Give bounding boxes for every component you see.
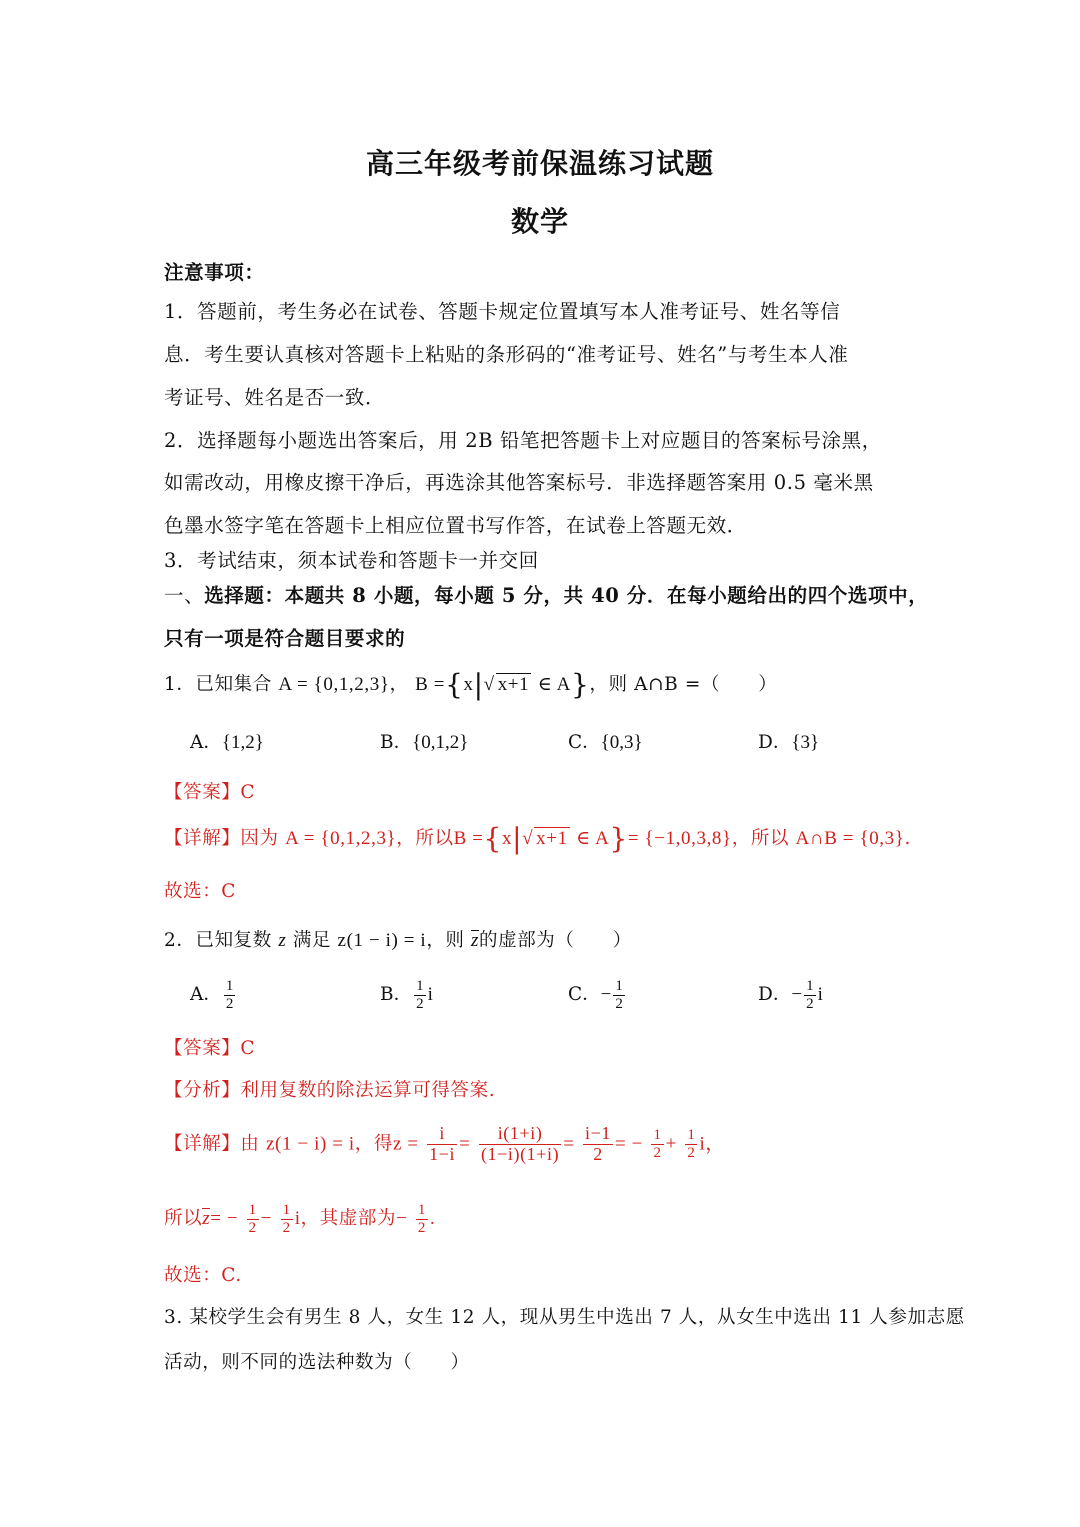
q2-line2-minus: − — [260, 1208, 273, 1229]
q1-detail-text-3: ，所以 — [731, 828, 790, 849]
section-prefix: 一、 — [164, 584, 205, 607]
notice-item-2-line-2: 如需改动，用橡皮擦干净后，再选涂其他答案标号．非选择题答案用 0.5 毫米黑 — [164, 471, 874, 494]
q2-stem-suffix: 的虚部为（ ） — [479, 930, 632, 951]
q2-option-c-fraction — [613, 978, 625, 1012]
q1-set-b-var: x — [463, 674, 474, 695]
q2-detail-you: 由 — [240, 1133, 260, 1155]
q2-option-c — [568, 978, 627, 1012]
section-heading-text: 选择题：本题共 8 小题，每小题 5 分，共 40 分．在每小题给出的四个选项中， — [204, 584, 929, 607]
question-3-line-2: 活动，则不同的选法种数为（ ） — [164, 1352, 470, 1373]
q2-detail-frac-2-den: (1−i)(1+i) — [480, 1143, 560, 1164]
q2-option-a — [190, 978, 237, 1012]
q2-stem-mid: 满足 — [292, 930, 332, 951]
q2-detail-frac-3-den: 2 — [593, 1143, 603, 1164]
q2-line2-eq: = − — [210, 1208, 239, 1229]
q2-detail-frac-3-num: i−1 — [585, 1123, 611, 1143]
q1-set-b-rest: ∈ A — [537, 674, 571, 695]
q1-detail-sqrt-content: x+1 — [536, 828, 568, 849]
notice-item-2-line-1: 2．选择题每小题选出答案后，用 2B 铅笔把答题卡上对应题目的答案标号涂黑， — [164, 429, 882, 452]
q2-option-d-prefix: − — [791, 984, 803, 1005]
exam-title: 高三年级考前保温练习试题 — [365, 147, 714, 180]
q2-option-a-label: A． — [190, 984, 222, 1005]
q2-detail-tail: i， — [699, 1133, 725, 1155]
q2-detail-z-eq: z = — [392, 1133, 419, 1155]
q2-line2-frac-3 — [416, 1202, 428, 1236]
q1-option-a — [190, 728, 264, 754]
notice-item-2-line-3: 色墨水签字笔在答题卡上相应位置书写作答，在试卷上答题无效． — [164, 514, 747, 537]
q1-option-d-label: D． — [758, 732, 792, 753]
q2-stem-prefix: 2．已知复数 — [164, 930, 272, 951]
q2-detail-line-1 — [164, 1124, 725, 1165]
q1-option-d — [758, 728, 819, 754]
q2-detail-frac-1 — [427, 1124, 457, 1165]
q2-z: z — [278, 930, 287, 951]
subject-title: 数学 — [510, 205, 569, 238]
notice-heading: 注意事项： — [164, 261, 265, 284]
q1-option-c-value: {0,3} — [600, 732, 643, 753]
q2-detail-frac-4-den: 2 — [653, 1144, 662, 1161]
notice-item-1-line-3: 考证号、姓名是否一致． — [164, 386, 386, 409]
q1-detail-text-2: ，所以 — [396, 828, 454, 849]
q2-option-d-fraction — [804, 978, 816, 1012]
notice-item-1-line-1: 1．答题前，考生务必在试卷、答题卡规定位置填写本人准考证号、姓名等信 — [164, 300, 841, 323]
q2-line2-frac-3-den: 2 — [417, 1219, 427, 1236]
q2-line2-frac-1-den: 2 — [248, 1219, 257, 1236]
q1-sqrt-content: x+1 — [497, 674, 530, 695]
q2-option-c-num: 1 — [615, 978, 623, 994]
q1-detail-left-brace: { — [483, 822, 502, 855]
q1-detail-math-1: A = {0,1,2,3} — [285, 828, 397, 849]
q2-detail-frac-3 — [583, 1124, 613, 1165]
q2-option-d-den: 2 — [806, 995, 814, 1012]
question-2-stem — [164, 926, 632, 952]
q1-detail-var: x — [501, 828, 513, 849]
q1-option-a-label: A． — [190, 732, 222, 753]
q2-line2-so: 所以 — [164, 1208, 203, 1229]
q1-answer: 【答案】C — [164, 782, 256, 803]
q1-stem-prefix: 1．已知集合 — [164, 674, 272, 695]
q2-detail-de: ，得 — [354, 1133, 393, 1155]
q2-detail-eq-1: = — [459, 1133, 471, 1155]
q2-option-b-label: B． — [380, 984, 413, 1005]
q1-detail-bar: | — [512, 822, 523, 855]
q2-detail-frac-4 — [651, 1127, 663, 1161]
q1-detail — [164, 822, 911, 855]
q2-line2-frac-2-num: 1 — [282, 1202, 291, 1218]
q1-detail-b-lhs: B = — [453, 828, 484, 849]
q1-conclusion: 故选：C — [164, 881, 237, 902]
q2-option-d-label: D． — [758, 984, 792, 1005]
q1-right-brace: } — [571, 668, 590, 701]
q2-option-b — [380, 978, 433, 1012]
q2-detail-frac-5-num: 1 — [687, 1127, 696, 1144]
section-heading-line-2: 只有一项是符合题目要求的 — [164, 627, 406, 650]
q1-stem-suffix: ，则 A∩B =（ ） — [589, 674, 778, 695]
q2-option-a-num: 1 — [225, 978, 234, 994]
q1-detail-rest: ∈ A — [576, 828, 610, 849]
q2-option-b-fraction — [414, 978, 426, 1012]
q1-detail-result: = {−1,0,3,8} — [627, 828, 732, 849]
q2-line2-neg: − — [396, 1208, 408, 1229]
q1-option-c — [568, 728, 643, 754]
q2-detail-frac-1-den: 1−i — [429, 1143, 456, 1164]
q1-set-a: A = {0,1,2,3} — [278, 674, 390, 695]
q2-line2-frac-1 — [247, 1202, 259, 1236]
q1-detail-math-3: A∩B = {0,3} — [795, 828, 905, 849]
q2-detail-tag: 【详解】 — [164, 1133, 241, 1155]
q2-line2-end: . — [430, 1208, 436, 1229]
q1-option-b-value: {0,1,2} — [412, 732, 469, 753]
q2-equation: z(1 − i) = i — [337, 930, 427, 951]
q1-option-d-value: {3} — [791, 732, 820, 753]
q1-sqrt-sign: √ — [483, 674, 495, 695]
q1-option-b-label: B． — [380, 732, 413, 753]
q2-option-c-label: C． — [568, 984, 601, 1005]
q2-option-d-suffix: i — [817, 984, 823, 1005]
q2-answer: 【答案】C — [164, 1038, 256, 1059]
q2-option-a-fraction — [224, 978, 236, 1012]
q1-option-c-label: C． — [568, 732, 601, 753]
q2-detail-frac-5 — [685, 1127, 697, 1161]
question-1-stem: 1．已知集合 A = {0,1,2,3}， B ={x|√ x+1 ∈ A}，则 A∩B =（ ） — [164, 668, 778, 701]
question-3-line-1: 3. 某校学生会有男生 8 人，女生 12 人，现从男生中选出 7 人，从女生中选出 11 人参加志愿 — [164, 1307, 965, 1328]
q1-bar: | — [473, 668, 484, 701]
q2-analysis: 【分析】利用复数的除法运算可得答案. — [164, 1080, 496, 1101]
q1-detail-end: . — [904, 828, 911, 849]
q1-option-b — [380, 728, 468, 754]
q2-detail-plus: + — [665, 1133, 677, 1155]
q1-detail-text-1: 因为 — [240, 828, 279, 849]
q1-detail-sqrt-sign: √ — [522, 828, 534, 849]
q2-detail-eq-3: = − — [614, 1133, 643, 1155]
q2-detail-frac-2-num: i(1+i) — [479, 1124, 561, 1145]
q2-detail-eq-2: = — [563, 1133, 575, 1155]
q2-detail-line-2 — [164, 1202, 435, 1236]
q2-option-d — [758, 978, 823, 1012]
q2-line2-zbar: z — [202, 1208, 211, 1229]
q2-line2-frac-1-num: 1 — [248, 1202, 257, 1218]
q2-option-b-num: 1 — [416, 978, 424, 994]
q2-conclusion: 故选：C. — [164, 1265, 242, 1286]
q2-detail-frac-1-num: i — [427, 1124, 457, 1145]
q2-option-c-den: 2 — [615, 995, 623, 1012]
q1-left-brace: { — [445, 668, 464, 701]
q2-option-b-den: 2 — [416, 995, 424, 1012]
notice-item-3: 3．考试结束，须本试卷和答题卡一并交回 — [164, 549, 539, 572]
q2-option-d-num: 1 — [806, 978, 814, 994]
q2-option-b-suffix: i — [427, 984, 433, 1005]
q2-line2-frac-3-num: 1 — [417, 1202, 427, 1218]
q2-zbar: z — [471, 930, 479, 951]
q1-option-a-value: {1,2} — [221, 732, 264, 753]
section-heading-line-1 — [164, 580, 928, 608]
q2-detail-eq: z(1 − i) = i — [266, 1133, 355, 1155]
q1-set-b-lhs: B = — [415, 674, 446, 695]
q2-line2-frac-2-den: 2 — [282, 1219, 291, 1236]
q1-detail-tag: 【详解】 — [164, 828, 241, 849]
q2-line2-frac-2 — [281, 1202, 293, 1236]
q2-option-a-den: 2 — [225, 995, 234, 1012]
q2-stem-mid-2: ，则 — [426, 930, 465, 951]
q2-line2-i: i — [294, 1208, 301, 1229]
q2-line2-text: ，其虚部为 — [300, 1208, 397, 1229]
q1-detail-right-brace: } — [609, 822, 628, 855]
q2-detail-frac-2 — [479, 1124, 561, 1165]
q2-detail-frac-4-num: 1 — [653, 1127, 662, 1144]
q2-option-c-prefix: − — [600, 984, 612, 1005]
notice-item-1-line-2: 息．考生要认真核对答题卡上粘贴的条形码的“准考证号、姓名”与考生本人准 — [164, 343, 849, 366]
q2-detail-frac-5-den: 2 — [687, 1144, 696, 1161]
